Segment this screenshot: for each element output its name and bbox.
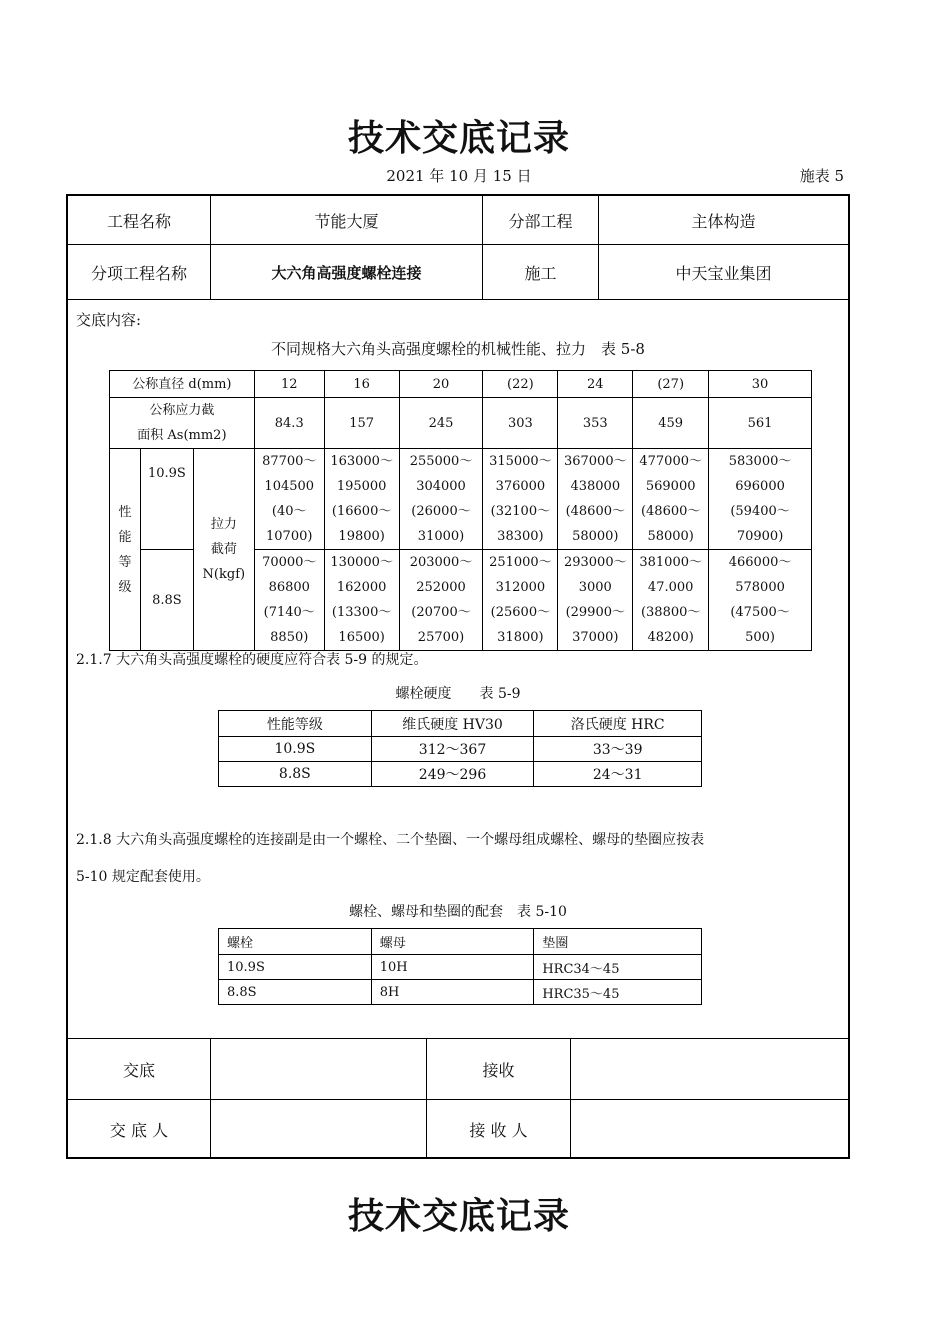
load-value-line: 367000～ [563, 454, 627, 469]
table-cell: 10.9S [219, 955, 372, 980]
para-2-1-8-line-1: 2.1.8 大六角头高强度螺栓的连接副是由一个螺栓、二个垫圈、一个螺母组成螺栓、螺母的垫圈应按表 [76, 832, 705, 848]
area-cell: 84.3 [254, 398, 324, 449]
load-value-line: 86800 [268, 580, 310, 595]
load-value-cell [399, 550, 483, 651]
table-row [219, 737, 702, 762]
load-value-line: 16500) [338, 630, 385, 645]
load-value-cell [558, 449, 633, 550]
record-form [66, 194, 850, 1159]
area-cell: 245 [399, 398, 483, 449]
load-value-line: 381000～ [639, 555, 702, 570]
diameter-cell: (22) [483, 371, 558, 398]
table-5-9-header: 性能等级 [219, 711, 372, 737]
load-value-cell [399, 449, 483, 550]
load-value-line: 48200) [647, 630, 694, 645]
project-name-label: 工程名称 [106, 211, 171, 231]
grade-label-char: 性 [118, 504, 132, 520]
load-value-line: (25600～ [490, 605, 551, 620]
load-value-cell [633, 550, 709, 651]
area-cell: 353 [558, 398, 633, 449]
load-value-line: 31800) [497, 630, 544, 645]
load-value-line: (59400～ [730, 504, 790, 519]
load-value-line: 466000～ [728, 555, 792, 570]
load-value-line: (7140～ [263, 605, 315, 620]
table-5-10 [218, 928, 702, 1005]
subitem-label: 分项工程名称 [90, 263, 187, 283]
load-value-line: (47500～ [730, 605, 790, 620]
load-label-line: 拉力 [210, 517, 237, 532]
load-value-line: (20700～ [411, 605, 471, 620]
table-5-9-header: 洛氏硬度 HRC [534, 711, 702, 737]
load-value-line: (48600～ [565, 504, 625, 519]
table-5-10-header: 垫圈 [534, 929, 702, 955]
receive-label: 接收 [482, 1060, 515, 1080]
load-value-cell [324, 550, 399, 651]
load-value-cell [254, 550, 324, 651]
table-5-10-header: 螺母 [371, 929, 534, 955]
load-value-line: 255000～ [409, 454, 473, 469]
load-value-line: 38300) [497, 529, 544, 544]
table-cell: 8H [371, 980, 534, 1005]
load-value-line: 569000 [645, 479, 696, 494]
load-value-line: 47.000 [647, 580, 694, 595]
table-5-8-caption: 不同规格大六角头高强度螺栓的机械性能、拉力 表 5-8 [271, 340, 645, 358]
load-value-line: 252000 [416, 580, 466, 595]
load-value-line: 312000 [495, 580, 546, 595]
load-value-line: 8850) [270, 630, 309, 645]
load-value-line: 500) [745, 630, 775, 645]
area-cell: 459 [633, 398, 709, 449]
load-value-cell [633, 449, 709, 550]
load-label [193, 449, 254, 651]
load-value-line: 315000～ [489, 454, 552, 469]
load-value-line: 104500 [264, 479, 315, 494]
division-label: 分部工程 [508, 211, 573, 231]
load-value-line: 162000 [336, 580, 387, 595]
table-5-9-caption: 螺栓硬度 表 5-9 [395, 686, 521, 702]
diameter-cell: 30 [709, 371, 812, 398]
construction-label: 施工 [524, 263, 557, 283]
load-label-line: 截荷 [210, 542, 237, 557]
load-value-line: (29900～ [565, 605, 625, 620]
table-cell: 249～296 [371, 762, 534, 787]
load-value-line: 304000 [416, 479, 466, 494]
grade-label-char: 等 [118, 554, 132, 570]
content-intro: 交底内容: [76, 311, 142, 329]
table-5-9 [218, 710, 702, 787]
table-5-8 [109, 370, 812, 651]
load-value-cell [483, 550, 558, 651]
table-cell: 10H [371, 955, 534, 980]
area-cell: 561 [709, 398, 812, 449]
load-value-line: (16600～ [331, 504, 392, 519]
load-value-line: 70900) [736, 529, 784, 544]
load-value-line: 163000～ [330, 454, 393, 469]
diameter-cell: 20 [399, 371, 483, 398]
load-value-line: 477000～ [639, 454, 702, 469]
subitem-value: 大六角高强度螺栓连接 [271, 263, 422, 282]
load-value-line: (26000～ [411, 504, 471, 519]
area-row [110, 398, 812, 449]
load-value-line: 203000～ [409, 555, 473, 570]
grade-label [110, 449, 141, 651]
area-label-line: 面积 As(mm2) [137, 428, 227, 443]
grade-label-char: 级 [118, 579, 132, 595]
table-5-9-header: 维氏硬度 HV30 [371, 711, 534, 737]
receive-field[interactable] [571, 1039, 848, 1099]
table-cell: 8.8S [219, 762, 372, 787]
load-value-line: 10700) [266, 529, 313, 544]
table-row [219, 955, 702, 980]
handover-person-field[interactable] [211, 1100, 426, 1159]
date: 2021 年 10 月 15 日 [386, 167, 532, 185]
load-value-cell [558, 550, 633, 651]
table-cell: 10.9S [219, 737, 372, 762]
construction-value: 中天宝业集团 [675, 263, 772, 283]
load-label-line: N(kgf) [202, 567, 246, 582]
grade-value: 10.9S [140, 449, 193, 550]
load-value-line: 87700～ [262, 454, 317, 469]
load-value-line: 583000～ [728, 454, 792, 469]
handover-person-label: 交 底 人 [109, 1121, 169, 1140]
load-value-line: 70000～ [262, 555, 317, 570]
load-value-line: 130000～ [330, 555, 393, 570]
load-value-line: 3000 [578, 580, 612, 595]
handover-label: 交底 [122, 1060, 155, 1080]
document-title: 技术交底记录 [347, 118, 570, 159]
load-value-line: (38800～ [640, 605, 701, 620]
table-cell: 33～39 [534, 737, 702, 762]
load-value-cell [709, 550, 812, 651]
load-value-line: 438000 [570, 479, 621, 494]
area-label-line: 公称应力截 [149, 403, 215, 418]
load-value-line: 376000 [495, 479, 546, 494]
form-number: 施表 5 [799, 167, 844, 185]
diameter-cell: 12 [254, 371, 324, 398]
area-label [110, 398, 255, 449]
table-5-10-header: 螺栓 [219, 929, 372, 955]
diameter-label: 公称直径 d(mm) [110, 371, 255, 398]
area-cell: 157 [324, 398, 399, 449]
load-value-line: 25700) [417, 630, 465, 645]
diameter-cell: 24 [558, 371, 633, 398]
table-cell: 8.8S [219, 980, 372, 1005]
diameter-cell: 16 [324, 371, 399, 398]
para-2-1-7: 2.1.7 大六角头高强度螺栓的硬度应符合表 5-9 的规定。 [76, 652, 428, 668]
handover-field[interactable] [211, 1039, 426, 1099]
load-value-line: 31000) [417, 529, 465, 544]
load-value-line: 696000 [735, 479, 785, 494]
grade-row-10-9s [110, 449, 812, 550]
table-cell: HRC34～45 [534, 955, 702, 980]
table-row [219, 980, 702, 1005]
receive-person-label: 接 收 人 [469, 1121, 528, 1140]
area-cell: 303 [483, 398, 558, 449]
load-value-line: 195000 [336, 479, 387, 494]
division-value: 主体构造 [691, 211, 756, 231]
table-cell: 24～31 [534, 762, 702, 787]
project-name-value: 节能大厦 [314, 211, 379, 231]
load-value-line: 251000～ [489, 555, 552, 570]
grade-value: 8.8S [140, 550, 193, 651]
receive-person-field[interactable] [571, 1100, 848, 1159]
para-2-1-8-line-2: 5-10 规定配套使用。 [76, 869, 210, 885]
load-value-line: 58000) [572, 529, 619, 544]
load-value-line: 578000 [735, 580, 785, 595]
load-value-cell [254, 449, 324, 550]
table-cell: HRC35～45 [534, 980, 702, 1005]
table-row [219, 762, 702, 787]
load-value-line: 293000～ [563, 555, 627, 570]
load-value-line: 58000) [647, 529, 694, 544]
table-cell: 312～367 [371, 737, 534, 762]
next-page-title: 技术交底记录 [347, 1196, 570, 1237]
load-value-line: (48600～ [640, 504, 701, 519]
load-value-line: (13300～ [331, 605, 392, 620]
diameter-cell: (27) [633, 371, 709, 398]
load-value-line: (32100～ [490, 504, 551, 519]
load-value-line: (40～ [271, 504, 307, 519]
load-value-line: 19800) [338, 529, 385, 544]
table-5-10-caption: 螺栓、螺母和垫圈的配套 表 5-10 [349, 904, 567, 920]
diameter-row [110, 371, 812, 398]
load-value-line: 37000) [572, 630, 619, 645]
load-value-cell [324, 449, 399, 550]
grade-label-char: 能 [118, 529, 132, 545]
load-value-cell [483, 449, 558, 550]
load-value-cell [709, 449, 812, 550]
